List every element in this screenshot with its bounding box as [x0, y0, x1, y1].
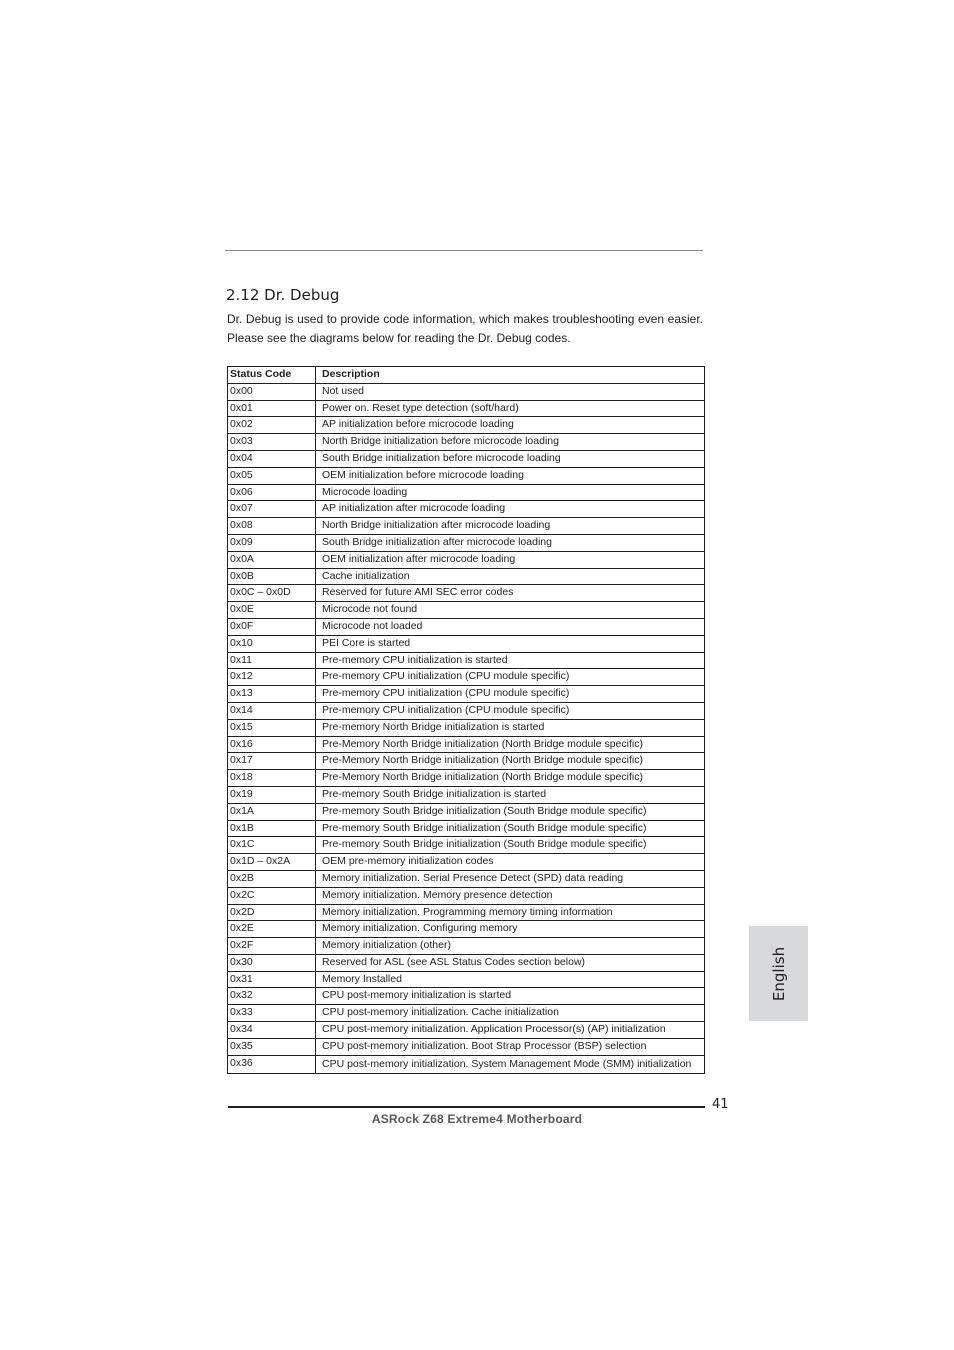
description-cell: Memory initialization. Configuring memory: [316, 921, 705, 938]
status-code-cell: 0x0C – 0x0D: [228, 585, 316, 602]
status-code-cell: 0x30: [228, 954, 316, 971]
description-cell: Pre-memory CPU initialization is started: [316, 652, 705, 669]
table-row: [228, 954, 705, 971]
status-code-cell: 0x33: [228, 1005, 316, 1022]
status-code-cell: 0x14: [228, 702, 316, 719]
table-row: [228, 1055, 705, 1073]
status-code-cell: 0x02: [228, 417, 316, 434]
status-code-cell: 0x32: [228, 988, 316, 1005]
description-cell: Pre-memory CPU initialization (CPU module specific): [316, 686, 705, 703]
status-code-header: Status Code: [228, 367, 316, 384]
description-cell: Pre-memory South Bridge initialization (South Bridge module specific): [316, 837, 705, 854]
status-code-cell: 0x0A: [228, 551, 316, 568]
status-code-cell: 0x16: [228, 736, 316, 753]
description-cell: CPU post-memory initialization. Cache initialization: [316, 1005, 705, 1022]
status-code-cell: 0x04: [228, 450, 316, 467]
table-row: [228, 434, 705, 451]
description-cell: Memory initialization (other): [316, 938, 705, 955]
status-code-cell: 0x18: [228, 770, 316, 787]
table-row: [228, 467, 705, 484]
status-code-cell: 0x03: [228, 434, 316, 451]
bottom-divider: [228, 1106, 705, 1108]
description-cell: Pre-memory North Bridge initialization is started: [316, 719, 705, 736]
status-code-cell: 0x2B: [228, 870, 316, 887]
table-row: [228, 652, 705, 669]
table-body: [228, 383, 705, 1073]
description-cell: OEM initialization before microcode loading: [316, 467, 705, 484]
table-row: [228, 551, 705, 568]
table-row: [228, 837, 705, 854]
description-cell: Pre-memory South Bridge initialization (South Bridge module specific): [316, 820, 705, 837]
table-row: [228, 887, 705, 904]
description-cell: Reserved for ASL (see ASL Status Codes section below): [316, 954, 705, 971]
language-tab-label: English: [769, 946, 788, 1001]
status-code-cell: 0x05: [228, 467, 316, 484]
description-cell: Pre-Memory North Bridge initialization (North Bridge module specific): [316, 770, 705, 787]
table-row: [228, 870, 705, 887]
description-cell: Pre-memory CPU initialization (CPU module specific): [316, 669, 705, 686]
status-code-cell: 0x31: [228, 971, 316, 988]
description-cell: OEM pre-memory initialization codes: [316, 854, 705, 871]
table-row: [228, 534, 705, 551]
status-code-cell: 0x0F: [228, 618, 316, 635]
table-row: [228, 820, 705, 837]
table-row: [228, 686, 705, 703]
language-tab: [749, 926, 808, 1021]
status-code-cell: 0x01: [228, 400, 316, 417]
table-row: [228, 383, 705, 400]
description-cell: CPU post-memory initialization. System Management Mode (SMM) initialization: [316, 1055, 705, 1073]
description-cell: Microcode loading: [316, 484, 705, 501]
description-cell: Cache initialization: [316, 568, 705, 585]
table-row: [228, 803, 705, 820]
status-code-cell: 0x2D: [228, 904, 316, 921]
table-row: [228, 770, 705, 787]
status-code-cell: 0x17: [228, 753, 316, 770]
table-row: [228, 854, 705, 871]
description-cell: CPU post-memory initialization. Boot Strap Processor (BSP) selection: [316, 1038, 705, 1055]
description-cell: Memory initialization. Programming memory timing information: [316, 904, 705, 921]
status-code-cell: 0x07: [228, 501, 316, 518]
status-code-cell: 0x36: [228, 1055, 316, 1073]
footer-title: ASRock Z68 Extreme4 Motherboard: [371, 1112, 583, 1126]
description-cell: Pre-memory South Bridge initialization is started: [316, 786, 705, 803]
description-cell: Pre-memory CPU initialization (CPU module specific): [316, 702, 705, 719]
status-code-cell: 0x2F: [228, 938, 316, 955]
table-row: [228, 1038, 705, 1055]
table-header-row: [228, 367, 705, 384]
table-row: [228, 501, 705, 518]
status-code-cell: 0x19: [228, 786, 316, 803]
table-row: [228, 1005, 705, 1022]
status-code-cell: 0x0E: [228, 602, 316, 619]
description-cell: CPU post-memory initialization is started: [316, 988, 705, 1005]
status-code-cell: 0x1C: [228, 837, 316, 854]
description-cell: CPU post-memory initialization. Application Processor(s) (AP) initialization: [316, 1022, 705, 1039]
table-row: [228, 585, 705, 602]
status-code-cell: 0x1D – 0x2A: [228, 854, 316, 871]
table-row: [228, 618, 705, 635]
intro-paragraph: Dr. Debug is used to provide code information, which makes troubleshooting even easier. Please see the diagrams below for reading the Dr. Debug codes.: [227, 312, 703, 345]
description-cell: North Bridge initialization after microcode loading: [316, 518, 705, 535]
status-code-cell: 0x1B: [228, 820, 316, 837]
description-cell: Pre-Memory North Bridge initialization (North Bridge module specific): [316, 753, 705, 770]
table-row: [228, 719, 705, 736]
description-cell: Reserved for future AMI SEC error codes: [316, 585, 705, 602]
status-code-cell: 0x34: [228, 1022, 316, 1039]
table-row: [228, 786, 705, 803]
description-cell: Power on. Reset type detection (soft/hard): [316, 400, 705, 417]
table-row: [228, 669, 705, 686]
table-row: [228, 602, 705, 619]
table-row: [228, 1022, 705, 1039]
status-code-cell: 0x06: [228, 484, 316, 501]
description-cell: Not used: [316, 383, 705, 400]
description-cell: AP initialization after microcode loading: [316, 501, 705, 518]
description-cell: North Bridge initialization before microcode loading: [316, 434, 705, 451]
table-row: [228, 400, 705, 417]
description-cell: Memory Installed: [316, 971, 705, 988]
table-row: [228, 736, 705, 753]
table-row: [228, 753, 705, 770]
section-title: 2.12 Dr. Debug: [226, 286, 340, 304]
description-cell: Memory initialization. Memory presence detection: [316, 887, 705, 904]
description-cell: Pre-Memory North Bridge initialization (North Bridge module specific): [316, 736, 705, 753]
table-row: [228, 518, 705, 535]
description-cell: Microcode not found: [316, 602, 705, 619]
table-row: [228, 417, 705, 434]
status-code-cell: 0x2E: [228, 921, 316, 938]
top-divider: [225, 250, 703, 251]
table-row: [228, 971, 705, 988]
table-row: [228, 904, 705, 921]
status-code-cell: 0x35: [228, 1038, 316, 1055]
table-row: [228, 938, 705, 955]
page-number: 41: [712, 1097, 729, 1112]
status-code-cell: 0x08: [228, 518, 316, 535]
description-cell: OEM initialization after microcode loading: [316, 551, 705, 568]
description-cell: Microcode not loaded: [316, 618, 705, 635]
description-cell: Pre-memory South Bridge initialization (South Bridge module specific): [316, 803, 705, 820]
status-code-cell: 0x1A: [228, 803, 316, 820]
table-row: [228, 921, 705, 938]
table-row: [228, 484, 705, 501]
description-cell: Memory initialization. Serial Presence Detect (SPD) data reading: [316, 870, 705, 887]
debug-code-table: [227, 366, 705, 1074]
table-row: [228, 450, 705, 467]
status-code-cell: 0x0B: [228, 568, 316, 585]
status-code-cell: 0x15: [228, 719, 316, 736]
status-code-cell: 0x00: [228, 383, 316, 400]
status-code-cell: 0x11: [228, 652, 316, 669]
description-cell: PEI Core is started: [316, 635, 705, 652]
description-header: Description: [316, 367, 705, 384]
table-row: [228, 988, 705, 1005]
table-row: [228, 568, 705, 585]
status-code-cell: 0x13: [228, 686, 316, 703]
status-code-cell: 0x10: [228, 635, 316, 652]
status-code-cell: 0x2C: [228, 887, 316, 904]
table-row: [228, 702, 705, 719]
description-cell: South Bridge initialization after microcode loading: [316, 534, 705, 551]
status-code-cell: 0x12: [228, 669, 316, 686]
status-code-cell: 0x09: [228, 534, 316, 551]
description-cell: AP initialization before microcode loading: [316, 417, 705, 434]
table-row: [228, 635, 705, 652]
description-cell: South Bridge initialization before microcode loading: [316, 450, 705, 467]
